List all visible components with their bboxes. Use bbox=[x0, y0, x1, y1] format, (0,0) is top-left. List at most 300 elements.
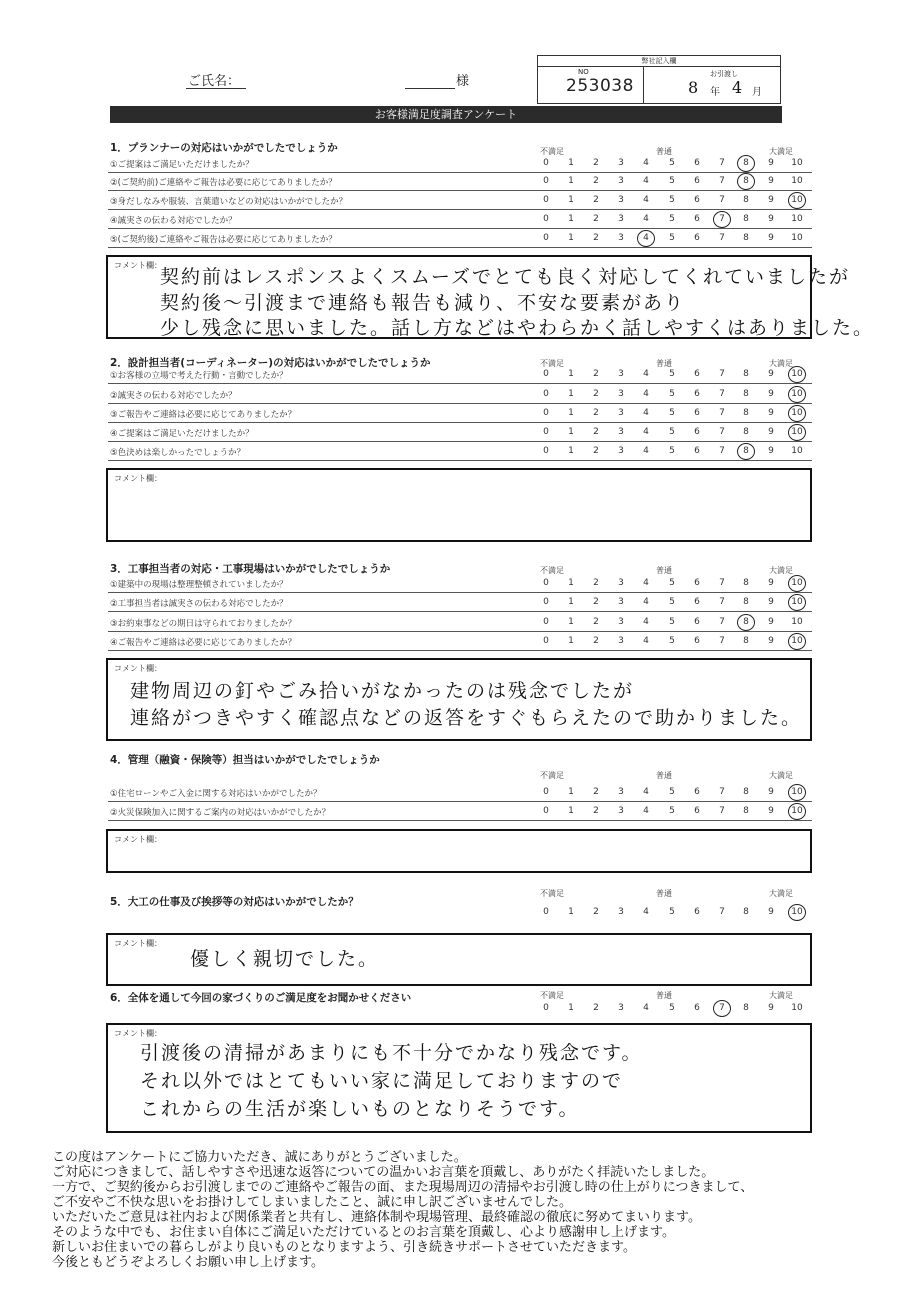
selected-rating-circle bbox=[788, 405, 806, 422]
rating-option-3[interactable]: 3 bbox=[618, 369, 624, 379]
footer-line: 今後ともどうぞよろしくお願い申し上げます。 bbox=[52, 1255, 324, 1270]
rating-option-4[interactable]: 4 bbox=[643, 176, 649, 186]
rating-option-4[interactable]: 4 bbox=[643, 578, 649, 588]
rating-option-2[interactable]: 2 bbox=[593, 369, 599, 379]
rating-option-2[interactable]: 2 bbox=[593, 408, 599, 418]
question-text: ④ご報告やご連絡は必要に応じてありましたか？ bbox=[110, 638, 297, 648]
rating-option-0[interactable]: 0 bbox=[543, 233, 549, 243]
rating-option-10[interactable]: 10 bbox=[791, 578, 803, 588]
rating-option-10[interactable]: 10 bbox=[791, 214, 803, 224]
question-text: ④ご提案はご満足いただけましたか？ bbox=[110, 429, 254, 439]
thank-you-message bbox=[52, 1150, 753, 1270]
rating-option-2[interactable]: 2 bbox=[593, 617, 599, 627]
rating-option-1[interactable]: 1 bbox=[568, 907, 574, 917]
rating-option-2[interactable]: 2 bbox=[593, 446, 599, 456]
rating-option-1[interactable]: 1 bbox=[568, 158, 574, 168]
rating-option-5[interactable]: 5 bbox=[669, 907, 675, 917]
rating-option-4[interactable]: 4 bbox=[643, 806, 649, 816]
selected-rating-circle bbox=[713, 211, 731, 228]
rating-option-2[interactable]: 2 bbox=[593, 907, 599, 917]
rating-option-9[interactable]: 9 bbox=[768, 195, 774, 205]
rating-option-1[interactable]: 1 bbox=[568, 195, 574, 205]
rating-option-7[interactable]: 7 bbox=[719, 195, 725, 205]
handwritten-comment-line: それ以外ではとてもいい家に満足しておりますので bbox=[140, 1070, 624, 1092]
rating-option-2[interactable]: 2 bbox=[593, 578, 599, 588]
rating-option-0[interactable]: 0 bbox=[543, 1003, 549, 1013]
scale-low-label: 不満足 bbox=[540, 991, 564, 1000]
rating-option-7[interactable]: 7 bbox=[719, 787, 725, 797]
rating-option-8[interactable]: 8 bbox=[743, 907, 749, 917]
rating-option-2[interactable]: 2 bbox=[593, 389, 599, 399]
rating-option-2[interactable]: 2 bbox=[593, 195, 599, 205]
section-1-title: 1．プランナーの対応はいかがでしたでしょうか bbox=[110, 142, 338, 154]
scale-mid-label: 普通 bbox=[656, 889, 672, 898]
question-text: ⑤(ご契約後)ご連絡やご報告は必要に応じてありましたか？ bbox=[110, 235, 337, 245]
rating-option-0[interactable]: 0 bbox=[543, 446, 549, 456]
rating-option-7[interactable]: 7 bbox=[719, 597, 725, 607]
question-row-line bbox=[108, 383, 812, 384]
rating-option-7[interactable]: 7 bbox=[719, 389, 725, 399]
handwritten-comment-line: 引渡後の清掃があまりにも不十分でかなり残念です。 bbox=[140, 1042, 643, 1064]
footer-line: ご不安やご不快な思いをお掛けしてしまいましたこと、誠に申し訳ございませんでした。 bbox=[52, 1195, 573, 1210]
rating-option-9[interactable]: 9 bbox=[768, 158, 774, 168]
rating-option-5[interactable]: 5 bbox=[669, 578, 675, 588]
handwritten-comment-line: 優しく親切でした。 bbox=[190, 948, 380, 970]
rating-option-0[interactable]: 0 bbox=[543, 617, 549, 627]
rating-option-6[interactable]: 6 bbox=[694, 389, 700, 399]
scale-mid-label: 普通 bbox=[656, 147, 672, 156]
rating-option-9[interactable]: 9 bbox=[768, 446, 774, 456]
handwritten-comment-line: 契約後～引渡まで連絡も報告も減り、不安な要素があり bbox=[160, 292, 686, 314]
selected-rating-circle bbox=[788, 803, 806, 820]
rating-option-3[interactable]: 3 bbox=[618, 578, 624, 588]
rating-option-10[interactable]: 10 bbox=[791, 389, 803, 399]
section-5-title: 5．大工の仕事及び挨拶等の対応はいかがでしたか？ bbox=[110, 896, 359, 908]
rating-option-6[interactable]: 6 bbox=[694, 446, 700, 456]
rating-option-9[interactable]: 9 bbox=[768, 907, 774, 917]
selected-rating-circle bbox=[788, 784, 806, 801]
rating-option-8[interactable]: 8 bbox=[743, 617, 749, 627]
rating-option-4[interactable]: 4 bbox=[643, 408, 649, 418]
rating-option-3[interactable]: 3 bbox=[618, 214, 624, 224]
rating-option-8[interactable]: 8 bbox=[743, 158, 749, 168]
rating-option-9[interactable]: 9 bbox=[768, 806, 774, 816]
rating-option-10[interactable]: 10 bbox=[791, 408, 803, 418]
rating-option-3[interactable]: 3 bbox=[618, 158, 624, 168]
office-use-label: 弊社記入欄 bbox=[538, 56, 780, 67]
selected-rating-circle bbox=[788, 633, 806, 650]
rating-option-4[interactable]: 4 bbox=[643, 369, 649, 379]
rating-option-4[interactable]: 4 bbox=[643, 214, 649, 224]
handover-year: 8 bbox=[688, 78, 701, 97]
rating-option-3[interactable]: 3 bbox=[618, 233, 624, 243]
rating-option-3[interactable]: 3 bbox=[618, 389, 624, 399]
rating-option-9[interactable]: 9 bbox=[768, 597, 774, 607]
handwritten-comment-line: これからの生活が楽しいものとなりそうです。 bbox=[140, 1098, 580, 1120]
rating-option-8[interactable]: 8 bbox=[743, 214, 749, 224]
question-row-line bbox=[108, 403, 812, 404]
rating-option-3[interactable]: 3 bbox=[618, 176, 624, 186]
rating-option-8[interactable]: 8 bbox=[743, 787, 749, 797]
rating-option-3[interactable]: 3 bbox=[618, 195, 624, 205]
scale-high-label: 大満足 bbox=[769, 889, 793, 898]
rating-option-2[interactable]: 2 bbox=[593, 214, 599, 224]
rating-option-4[interactable]: 4 bbox=[643, 427, 649, 437]
question-text: ⑤色決めは楽しかったでしょうか？ bbox=[110, 448, 246, 458]
scale-low-label: 不満足 bbox=[540, 359, 564, 368]
rating-option-9[interactable]: 9 bbox=[768, 617, 774, 627]
rating-option-6[interactable]: 6 bbox=[694, 787, 700, 797]
scale-mid-label: 普通 bbox=[656, 991, 672, 1000]
question-row-line bbox=[108, 460, 812, 461]
rating-option-3[interactable]: 3 bbox=[618, 427, 624, 437]
footer-line: 新しいお住まいでの暮らしがより良いものとなりますよう、引き続きサポートさせていただきます。 bbox=[52, 1240, 636, 1255]
rating-option-9[interactable]: 9 bbox=[768, 636, 774, 646]
question-text: ①お客様の立場で考えた行動・言動でしたか？ bbox=[110, 371, 288, 381]
comment-label: コメント欄： bbox=[114, 664, 162, 673]
rating-option-2[interactable]: 2 bbox=[593, 636, 599, 646]
rating-option-8[interactable]: 8 bbox=[743, 176, 749, 186]
rating-option-6[interactable]: 6 bbox=[694, 578, 700, 588]
rating-option-0[interactable]: 0 bbox=[543, 408, 549, 418]
question-row-line bbox=[108, 228, 812, 229]
rating-option-1[interactable]: 1 bbox=[568, 617, 574, 627]
rating-option-10[interactable]: 10 bbox=[791, 636, 803, 646]
rating-option-5[interactable]: 5 bbox=[669, 787, 675, 797]
rating-option-6[interactable]: 6 bbox=[694, 158, 700, 168]
rating-option-8[interactable]: 8 bbox=[743, 427, 749, 437]
rating-option-9[interactable]: 9 bbox=[768, 176, 774, 186]
rating-option-0[interactable]: 0 bbox=[543, 636, 549, 646]
rating-option-0[interactable]: 0 bbox=[543, 176, 549, 186]
question-text: ③身だしなみや服装、言葉遣いなどの対応はいかがでしたか？ bbox=[110, 197, 348, 207]
scale-low-label: 不満足 bbox=[540, 566, 564, 575]
rating-option-8[interactable]: 8 bbox=[743, 636, 749, 646]
rating-option-1[interactable]: 1 bbox=[568, 806, 574, 816]
rating-option-9[interactable]: 9 bbox=[768, 578, 774, 588]
rating-option-1[interactable]: 1 bbox=[568, 787, 574, 797]
rating-option-5[interactable]: 5 bbox=[669, 214, 675, 224]
office-divider bbox=[643, 67, 644, 103]
rating-option-7[interactable]: 7 bbox=[719, 176, 725, 186]
question-row-line bbox=[108, 801, 812, 802]
rating-option-6[interactable]: 6 bbox=[694, 214, 700, 224]
rating-option-4[interactable]: 4 bbox=[643, 195, 649, 205]
handwritten-comment-line: 少し残念に思いました。話し方などはやわらかく話しやすくはありました。 bbox=[160, 317, 875, 339]
handover-label: お引渡し bbox=[710, 70, 738, 78]
rating-option-2[interactable]: 2 bbox=[593, 597, 599, 607]
rating-option-9[interactable]: 9 bbox=[768, 389, 774, 399]
section-3-title: 3．工事担当者の対応・工事現場はいかがでしたでしょうか bbox=[110, 563, 391, 575]
rating-option-9[interactable]: 9 bbox=[768, 1003, 774, 1013]
rating-option-5[interactable]: 5 bbox=[669, 408, 675, 418]
scale-mid-label: 普通 bbox=[656, 771, 672, 780]
rating-option-1[interactable]: 1 bbox=[568, 427, 574, 437]
selected-rating-circle bbox=[788, 575, 806, 592]
rating-option-6[interactable]: 6 bbox=[694, 636, 700, 646]
rating-option-1[interactable]: 1 bbox=[568, 214, 574, 224]
selected-rating-circle bbox=[737, 155, 755, 172]
comment-label: コメント欄： bbox=[114, 835, 162, 844]
scale-high-label: 大満足 bbox=[769, 771, 793, 780]
rating-option-10[interactable]: 10 bbox=[791, 176, 803, 186]
rating-option-5[interactable]: 5 bbox=[669, 597, 675, 607]
rating-option-6[interactable]: 6 bbox=[694, 369, 700, 379]
rating-option-9[interactable]: 9 bbox=[768, 233, 774, 243]
question-row-line bbox=[108, 820, 812, 821]
section-2-comment-box[interactable] bbox=[106, 468, 812, 542]
rating-option-9[interactable]: 9 bbox=[768, 369, 774, 379]
scale-high-label: 大満足 bbox=[769, 991, 793, 1000]
rating-option-6[interactable]: 6 bbox=[694, 427, 700, 437]
rating-option-1[interactable]: 1 bbox=[568, 176, 574, 186]
rating-option-8[interactable]: 8 bbox=[743, 408, 749, 418]
rating-option-6[interactable]: 6 bbox=[694, 617, 700, 627]
rating-option-9[interactable]: 9 bbox=[768, 427, 774, 437]
rating-option-10[interactable]: 10 bbox=[791, 806, 803, 816]
rating-option-0[interactable]: 0 bbox=[543, 427, 549, 437]
rating-option-4[interactable]: 4 bbox=[643, 597, 649, 607]
rating-option-10[interactable]: 10 bbox=[791, 369, 803, 379]
section-6-title: 6．全体を通して今回の家づくりのご満足度をお聞かせください bbox=[110, 992, 412, 1004]
rating-option-6[interactable]: 6 bbox=[694, 806, 700, 816]
question-text: ②工事担当者は誠実さの伝わる対応でしたか？ bbox=[110, 599, 288, 609]
rating-option-9[interactable]: 9 bbox=[768, 408, 774, 418]
rating-option-10[interactable]: 10 bbox=[791, 597, 803, 607]
rating-option-7[interactable]: 7 bbox=[719, 158, 725, 168]
rating-option-4[interactable]: 4 bbox=[643, 907, 649, 917]
question-text: ④誠実さの伝わる対応でしたか？ bbox=[110, 216, 237, 226]
name-field-line bbox=[405, 88, 455, 89]
rating-option-3[interactable]: 3 bbox=[618, 787, 624, 797]
office-use-box bbox=[537, 55, 781, 104]
rating-option-8[interactable]: 8 bbox=[743, 195, 749, 205]
comment-label: コメント欄： bbox=[114, 1029, 162, 1038]
section-4-title: 4．管理（融資・保険等）担当はいかがでしたでしょうか bbox=[110, 754, 380, 766]
no-value: 253038 bbox=[566, 76, 634, 96]
rating-option-2[interactable]: 2 bbox=[593, 427, 599, 437]
rating-option-7[interactable]: 7 bbox=[719, 578, 725, 588]
rating-option-1[interactable]: 1 bbox=[568, 636, 574, 646]
rating-option-10[interactable]: 10 bbox=[791, 233, 803, 243]
rating-option-7[interactable]: 7 bbox=[719, 617, 725, 627]
rating-option-4[interactable]: 4 bbox=[643, 617, 649, 627]
rating-option-2[interactable]: 2 bbox=[593, 233, 599, 243]
rating-option-0[interactable]: 0 bbox=[543, 195, 549, 205]
rating-option-0[interactable]: 0 bbox=[543, 389, 549, 399]
selected-rating-circle bbox=[788, 386, 806, 403]
selected-rating-circle bbox=[737, 443, 755, 460]
scale-high-label: 大満足 bbox=[769, 359, 793, 368]
rating-option-5[interactable]: 5 bbox=[669, 617, 675, 627]
rating-option-2[interactable]: 2 bbox=[593, 158, 599, 168]
rating-option-1[interactable]: 1 bbox=[568, 578, 574, 588]
rating-option-2[interactable]: 2 bbox=[593, 806, 599, 816]
rating-option-0[interactable]: 0 bbox=[543, 787, 549, 797]
rating-option-5[interactable]: 5 bbox=[669, 195, 675, 205]
rating-option-8[interactable]: 8 bbox=[743, 806, 749, 816]
rating-option-3[interactable]: 3 bbox=[618, 636, 624, 646]
scale-high-label: 大満足 bbox=[769, 147, 793, 156]
rating-option-3[interactable]: 3 bbox=[618, 597, 624, 607]
rating-option-3[interactable]: 3 bbox=[618, 1003, 624, 1013]
rating-option-6[interactable]: 6 bbox=[694, 176, 700, 186]
footer-line: ご対応につきまして、話しやすさや迅速な返答についての温かいお言葉を頂戴し、ありがたく拝読いたしました。 bbox=[52, 1165, 715, 1180]
rating-option-0[interactable]: 0 bbox=[543, 369, 549, 379]
rating-option-10[interactable]: 10 bbox=[791, 787, 803, 797]
question-row-line bbox=[108, 172, 812, 173]
rating-option-1[interactable]: 1 bbox=[568, 369, 574, 379]
rating-option-4[interactable]: 4 bbox=[643, 389, 649, 399]
question-text: ②(ご契約前)ご連絡やご報告は必要に応じてありましたか？ bbox=[110, 178, 337, 188]
question-text: ①建築中の現場は整理整頓されていましたか？ bbox=[110, 580, 288, 590]
rating-option-4[interactable]: 4 bbox=[643, 1003, 649, 1013]
rating-option-8[interactable]: 8 bbox=[743, 578, 749, 588]
comment-label: コメント欄： bbox=[114, 261, 162, 270]
rating-option-7[interactable]: 7 bbox=[719, 214, 725, 224]
rating-option-0[interactable]: 0 bbox=[543, 214, 549, 224]
rating-option-6[interactable]: 6 bbox=[694, 907, 700, 917]
footer-line: いただいたご意見は社内および関係業者と共有し、連絡体制や現場管理、最終確認の徹底に努めてまいります。 bbox=[52, 1210, 701, 1225]
footer-line: この度はアンケートにご協力いただき、誠にありがとうございました。 bbox=[52, 1150, 467, 1165]
rating-option-7[interactable]: 7 bbox=[719, 408, 725, 418]
footer-line: 一方で、ご契約後からお引渡しまでのご連絡やご報告の面、また現場周辺の清掃やお引渡し時の仕上がりにつきまして、 bbox=[52, 1180, 754, 1195]
rating-option-6[interactable]: 6 bbox=[694, 597, 700, 607]
rating-option-10[interactable]: 10 bbox=[791, 158, 803, 168]
rating-option-10[interactable]: 10 bbox=[791, 617, 803, 627]
rating-option-1[interactable]: 1 bbox=[568, 233, 574, 243]
rating-option-4[interactable]: 4 bbox=[643, 158, 649, 168]
question-row-line bbox=[108, 422, 812, 423]
rating-option-10[interactable]: 10 bbox=[791, 907, 803, 917]
rating-option-8[interactable]: 8 bbox=[743, 389, 749, 399]
rating-option-10[interactable]: 10 bbox=[791, 427, 803, 437]
rating-option-5[interactable]: 5 bbox=[669, 158, 675, 168]
rating-option-8[interactable]: 8 bbox=[743, 1003, 749, 1013]
rating-option-4[interactable]: 4 bbox=[643, 446, 649, 456]
honorific: 様 bbox=[456, 74, 470, 89]
rating-option-9[interactable]: 9 bbox=[768, 787, 774, 797]
handwritten-comment-line: 契約前はレスポンスよくスムーズでとても良く対応してくれていましたが bbox=[160, 266, 850, 288]
rating-option-0[interactable]: 0 bbox=[543, 907, 549, 917]
rating-option-3[interactable]: 3 bbox=[618, 907, 624, 917]
rating-option-8[interactable]: 8 bbox=[743, 597, 749, 607]
rating-option-7[interactable]: 7 bbox=[719, 369, 725, 379]
question-row-line bbox=[108, 611, 812, 612]
no-label: NO bbox=[578, 68, 589, 76]
rating-option-7[interactable]: 7 bbox=[719, 1003, 725, 1013]
rating-option-1[interactable]: 1 bbox=[568, 1003, 574, 1013]
rating-option-7[interactable]: 7 bbox=[719, 427, 725, 437]
rating-option-1[interactable]: 1 bbox=[568, 597, 574, 607]
scale-mid-label: 普通 bbox=[656, 566, 672, 575]
rating-option-5[interactable]: 5 bbox=[669, 389, 675, 399]
selected-rating-circle bbox=[637, 230, 655, 247]
section-2-title: 2．設計担当者(コーディネーター)の対応はいかがでしたでしょうか bbox=[110, 357, 431, 369]
rating-option-1[interactable]: 1 bbox=[568, 389, 574, 399]
rating-option-8[interactable]: 8 bbox=[743, 446, 749, 456]
scale-high-label: 大満足 bbox=[769, 566, 793, 575]
rating-option-4[interactable]: 4 bbox=[643, 233, 649, 243]
survey-title-banner: お客様満足度調査アンケート bbox=[110, 106, 782, 123]
question-text: ②火災保険加入に関するご案内の対応はいかがでしたか？ bbox=[110, 808, 331, 818]
question-text: ①ご提案はご満足いただけましたか？ bbox=[110, 160, 254, 170]
rating-option-6[interactable]: 6 bbox=[694, 233, 700, 243]
question-row-line bbox=[108, 631, 812, 632]
question-text: ①住宅ローンやご入金に関する対応はいかがでしたか？ bbox=[110, 789, 322, 799]
rating-option-2[interactable]: 2 bbox=[593, 787, 599, 797]
name-underline bbox=[186, 88, 246, 89]
rating-option-0[interactable]: 0 bbox=[543, 597, 549, 607]
question-row-line bbox=[108, 190, 812, 191]
rating-option-7[interactable]: 7 bbox=[719, 806, 725, 816]
rating-option-5[interactable]: 5 bbox=[669, 806, 675, 816]
rating-option-6[interactable]: 6 bbox=[694, 408, 700, 418]
question-text: ③お約束事などの期日は守られておりましたか？ bbox=[110, 619, 297, 629]
rating-option-2[interactable]: 2 bbox=[593, 1003, 599, 1013]
rating-option-7[interactable]: 7 bbox=[719, 233, 725, 243]
rating-option-7[interactable]: 7 bbox=[719, 907, 725, 917]
selected-rating-circle bbox=[788, 904, 806, 921]
rating-option-6[interactable]: 6 bbox=[694, 195, 700, 205]
month-label: 月 bbox=[752, 87, 762, 98]
rating-option-5[interactable]: 5 bbox=[669, 427, 675, 437]
rating-option-3[interactable]: 3 bbox=[618, 408, 624, 418]
rating-option-5[interactable]: 5 bbox=[669, 176, 675, 186]
rating-option-8[interactable]: 8 bbox=[743, 369, 749, 379]
rating-option-5[interactable]: 5 bbox=[669, 636, 675, 646]
rating-option-6[interactable]: 6 bbox=[694, 1003, 700, 1013]
rating-option-9[interactable]: 9 bbox=[768, 214, 774, 224]
rating-option-4[interactable]: 4 bbox=[643, 636, 649, 646]
rating-option-7[interactable]: 7 bbox=[719, 636, 725, 646]
rating-option-10[interactable]: 10 bbox=[791, 195, 803, 205]
rating-option-0[interactable]: 0 bbox=[543, 578, 549, 588]
handover-month: 4 bbox=[732, 78, 745, 97]
rating-option-5[interactable]: 5 bbox=[669, 446, 675, 456]
selected-rating-circle bbox=[737, 173, 755, 190]
rating-option-0[interactable]: 0 bbox=[543, 806, 549, 816]
rating-option-7[interactable]: 7 bbox=[719, 446, 725, 456]
rating-option-2[interactable]: 2 bbox=[593, 176, 599, 186]
selected-rating-circle bbox=[713, 1000, 731, 1017]
rating-option-3[interactable]: 3 bbox=[618, 446, 624, 456]
rating-option-10[interactable]: 10 bbox=[791, 446, 803, 456]
rating-option-3[interactable]: 3 bbox=[618, 617, 624, 627]
selected-rating-circle bbox=[737, 614, 755, 631]
comment-label: コメント欄： bbox=[114, 474, 162, 483]
rating-option-0[interactable]: 0 bbox=[543, 158, 549, 168]
handwritten-comment-line: 建物周辺の釘やごみ拾いがなかったのは残念でしたが bbox=[130, 680, 635, 702]
rating-option-8[interactable]: 8 bbox=[743, 233, 749, 243]
question-row-line bbox=[108, 209, 812, 210]
question-row-line bbox=[108, 441, 812, 442]
scale-low-label: 不満足 bbox=[540, 889, 564, 898]
rating-option-5[interactable]: 5 bbox=[669, 369, 675, 379]
rating-option-10[interactable]: 10 bbox=[791, 1003, 803, 1013]
selected-rating-circle bbox=[788, 424, 806, 441]
rating-option-3[interactable]: 3 bbox=[618, 806, 624, 816]
scale-low-label: 不満足 bbox=[540, 771, 564, 780]
rating-option-1[interactable]: 1 bbox=[568, 408, 574, 418]
rating-option-4[interactable]: 4 bbox=[643, 787, 649, 797]
rating-option-5[interactable]: 5 bbox=[669, 1003, 675, 1013]
rating-option-1[interactable]: 1 bbox=[568, 446, 574, 456]
rating-option-5[interactable]: 5 bbox=[669, 233, 675, 243]
scale-mid-label: 普通 bbox=[656, 359, 672, 368]
section-4-comment-box[interactable] bbox=[106, 829, 812, 873]
question-row-line bbox=[108, 247, 812, 248]
